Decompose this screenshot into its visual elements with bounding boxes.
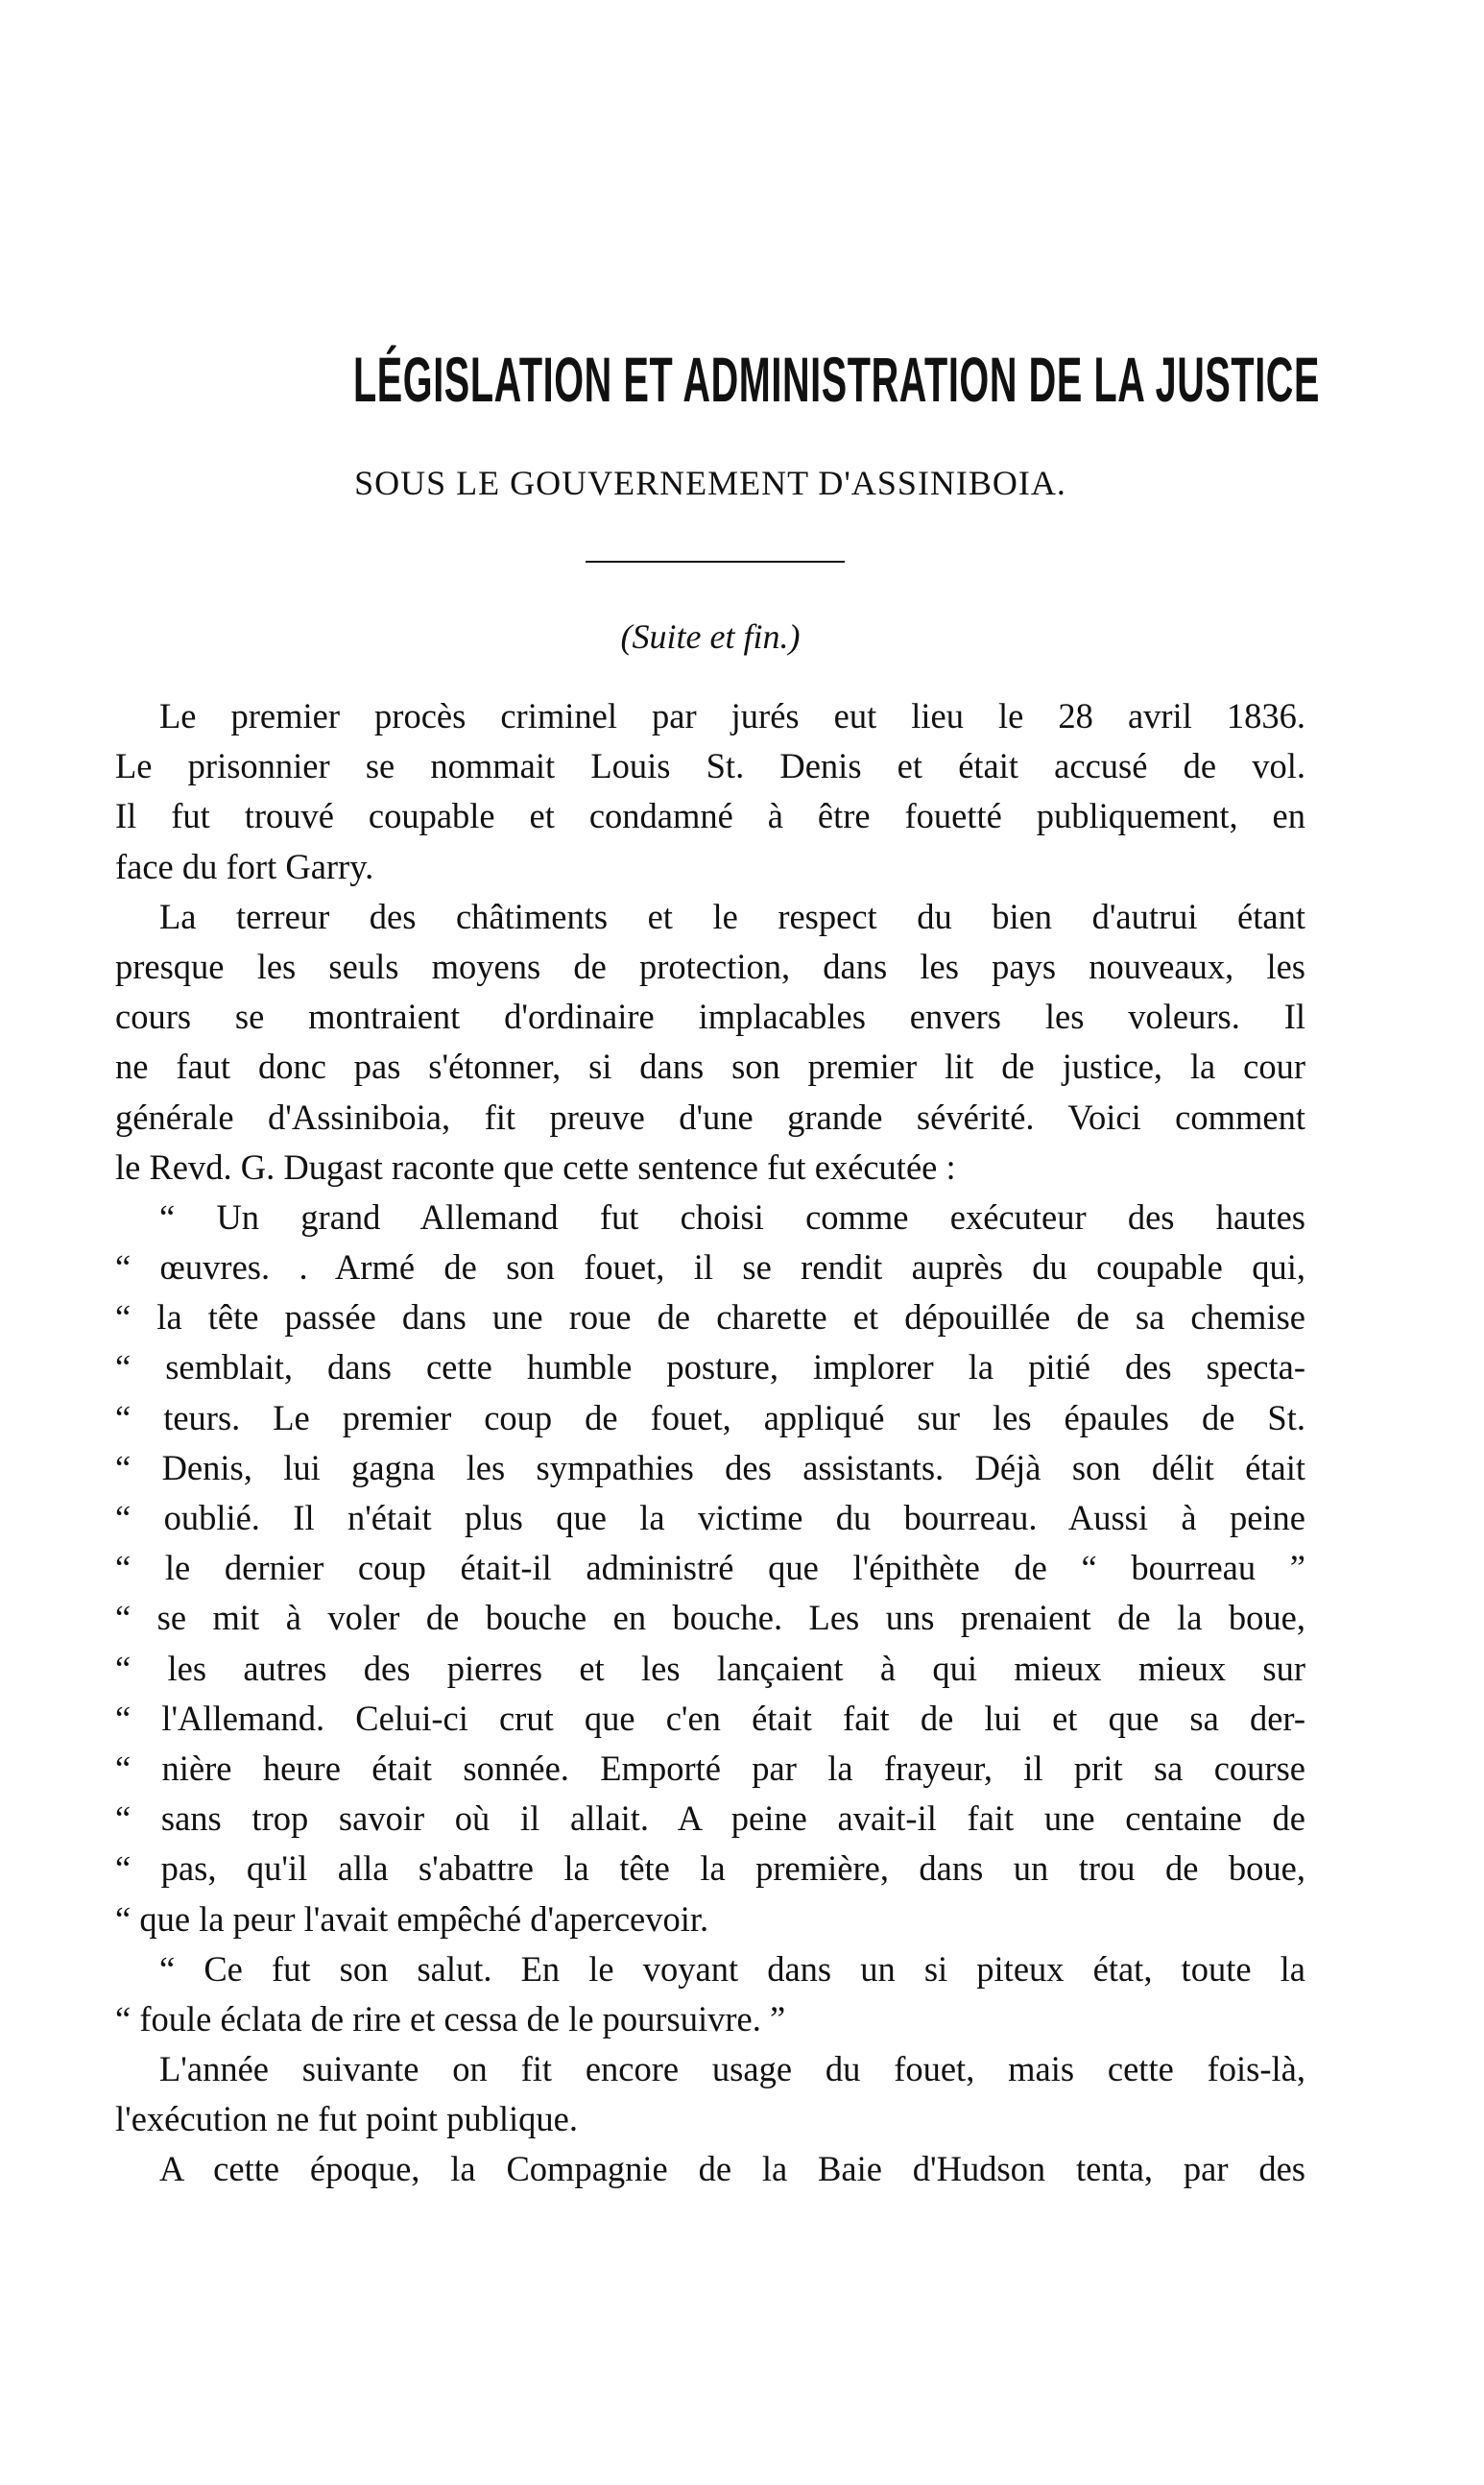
text-line: “ sans trop savoir où il allait. A peine avait-il fait une centaine de bbox=[115, 1798, 1305, 1839]
text-line: “ nière heure était sonnée. Emporté par la frayeur, il prit sa course bbox=[115, 1748, 1305, 1788]
document-page bbox=[115, 0, 1321, 2485]
text-line: face du fort Garry. bbox=[115, 846, 374, 886]
text-line: Il fut trouvé coupable et condamné à être fouetté publiquement, en bbox=[115, 796, 1305, 836]
text-line: “ Ce fut son salut. En le voyant dans un si piteux état, toute la bbox=[159, 1948, 1305, 1989]
body-text bbox=[115, 691, 1305, 2195]
text-line: “ l'Allemand. Celui-ci crut que c'en était fait de lui et que sa der- bbox=[115, 1698, 1305, 1738]
text-line: “ semblait, dans cette humble posture, implorer la pitié des specta- bbox=[115, 1347, 1305, 1387]
text-line: “ la tête passée dans une roue de charette et dépouillée de sa chemise bbox=[115, 1297, 1305, 1338]
text-line: “ Denis, lui gagna les sympathies des assistants. Déjà son délit était bbox=[115, 1447, 1305, 1487]
text-line: l'exécution ne fut point publique. bbox=[115, 2099, 578, 2139]
text-line: presque les seuls moyens de protection, dans les pays nouveaux, les bbox=[115, 946, 1305, 986]
text-line: “ le dernier coup était-il administré que l'épithète de “ bourreau ” bbox=[115, 1548, 1305, 1588]
text-line: “ pas, qu'il alla s'abattre la tête la première, dans un trou de boue, bbox=[115, 1848, 1305, 1889]
text-line: “ Un grand Allemand fut choisi comme exécuteur des hautes bbox=[159, 1196, 1305, 1237]
text-line: cours se montraient d'ordinaire implacables envers les voleurs. Il bbox=[115, 997, 1305, 1037]
text-line: Le prisonnier se nommait Louis St. Denis et était accusé de vol. bbox=[115, 746, 1305, 786]
title-divider bbox=[586, 561, 845, 563]
text-line: A cette époque, la Compagnie de la Baie d'Hudson tenta, par des bbox=[159, 2149, 1305, 2189]
text-line: La terreur des châtiments et le respect du bien d'autrui étant bbox=[159, 896, 1305, 936]
text-line: le Revd. G. Dugast raconte que cette sentence fut exécutée : bbox=[115, 1146, 956, 1187]
continued-note: (Suite et fin.) bbox=[620, 617, 801, 656]
text-line: Le premier procès criminel par jurés eut lieu le 28 avril 1836. bbox=[159, 696, 1305, 736]
text-line: “ œuvres. . Armé de son fouet, il se rendit auprès du coupable qui, bbox=[115, 1247, 1305, 1288]
page-subtitle: SOUS LE GOUVERNEMENT D'ASSINIBOIA. bbox=[354, 464, 1066, 502]
text-line: “ oublié. Il n'était plus que la victime du bourreau. Aussi à peine bbox=[115, 1498, 1305, 1537]
text-line: “ que la peur l'avait empêché d'apercevoir. bbox=[115, 1898, 709, 1939]
text-line: “ teurs. Le premier coup de fouet, appliqué sur les épaules de St. bbox=[115, 1397, 1305, 1437]
text-line: “ foule éclata de rire et cessa de le poursuivre. ” bbox=[115, 1998, 786, 2039]
text-line: “ les autres des pierres et les lançaient à qui mieux mieux sur bbox=[115, 1648, 1305, 1688]
text-line: ne faut donc pas s'étonner, si dans son premier lit de justice, la cour bbox=[115, 1047, 1305, 1087]
text-line: générale d'Assiniboia, fit preuve d'une grande sévérité. Voici comment bbox=[115, 1097, 1305, 1137]
text-line: L'année suivante on fit encore usage du fouet, mais cette fois-là, bbox=[159, 2049, 1305, 2089]
page-title: LÉGISLATION ET ADMINISTRATION DE LA JUSTICE bbox=[353, 344, 1321, 415]
text-line: “ se mit à voler de bouche en bouche. Les uns prenaient de la boue, bbox=[115, 1598, 1305, 1638]
